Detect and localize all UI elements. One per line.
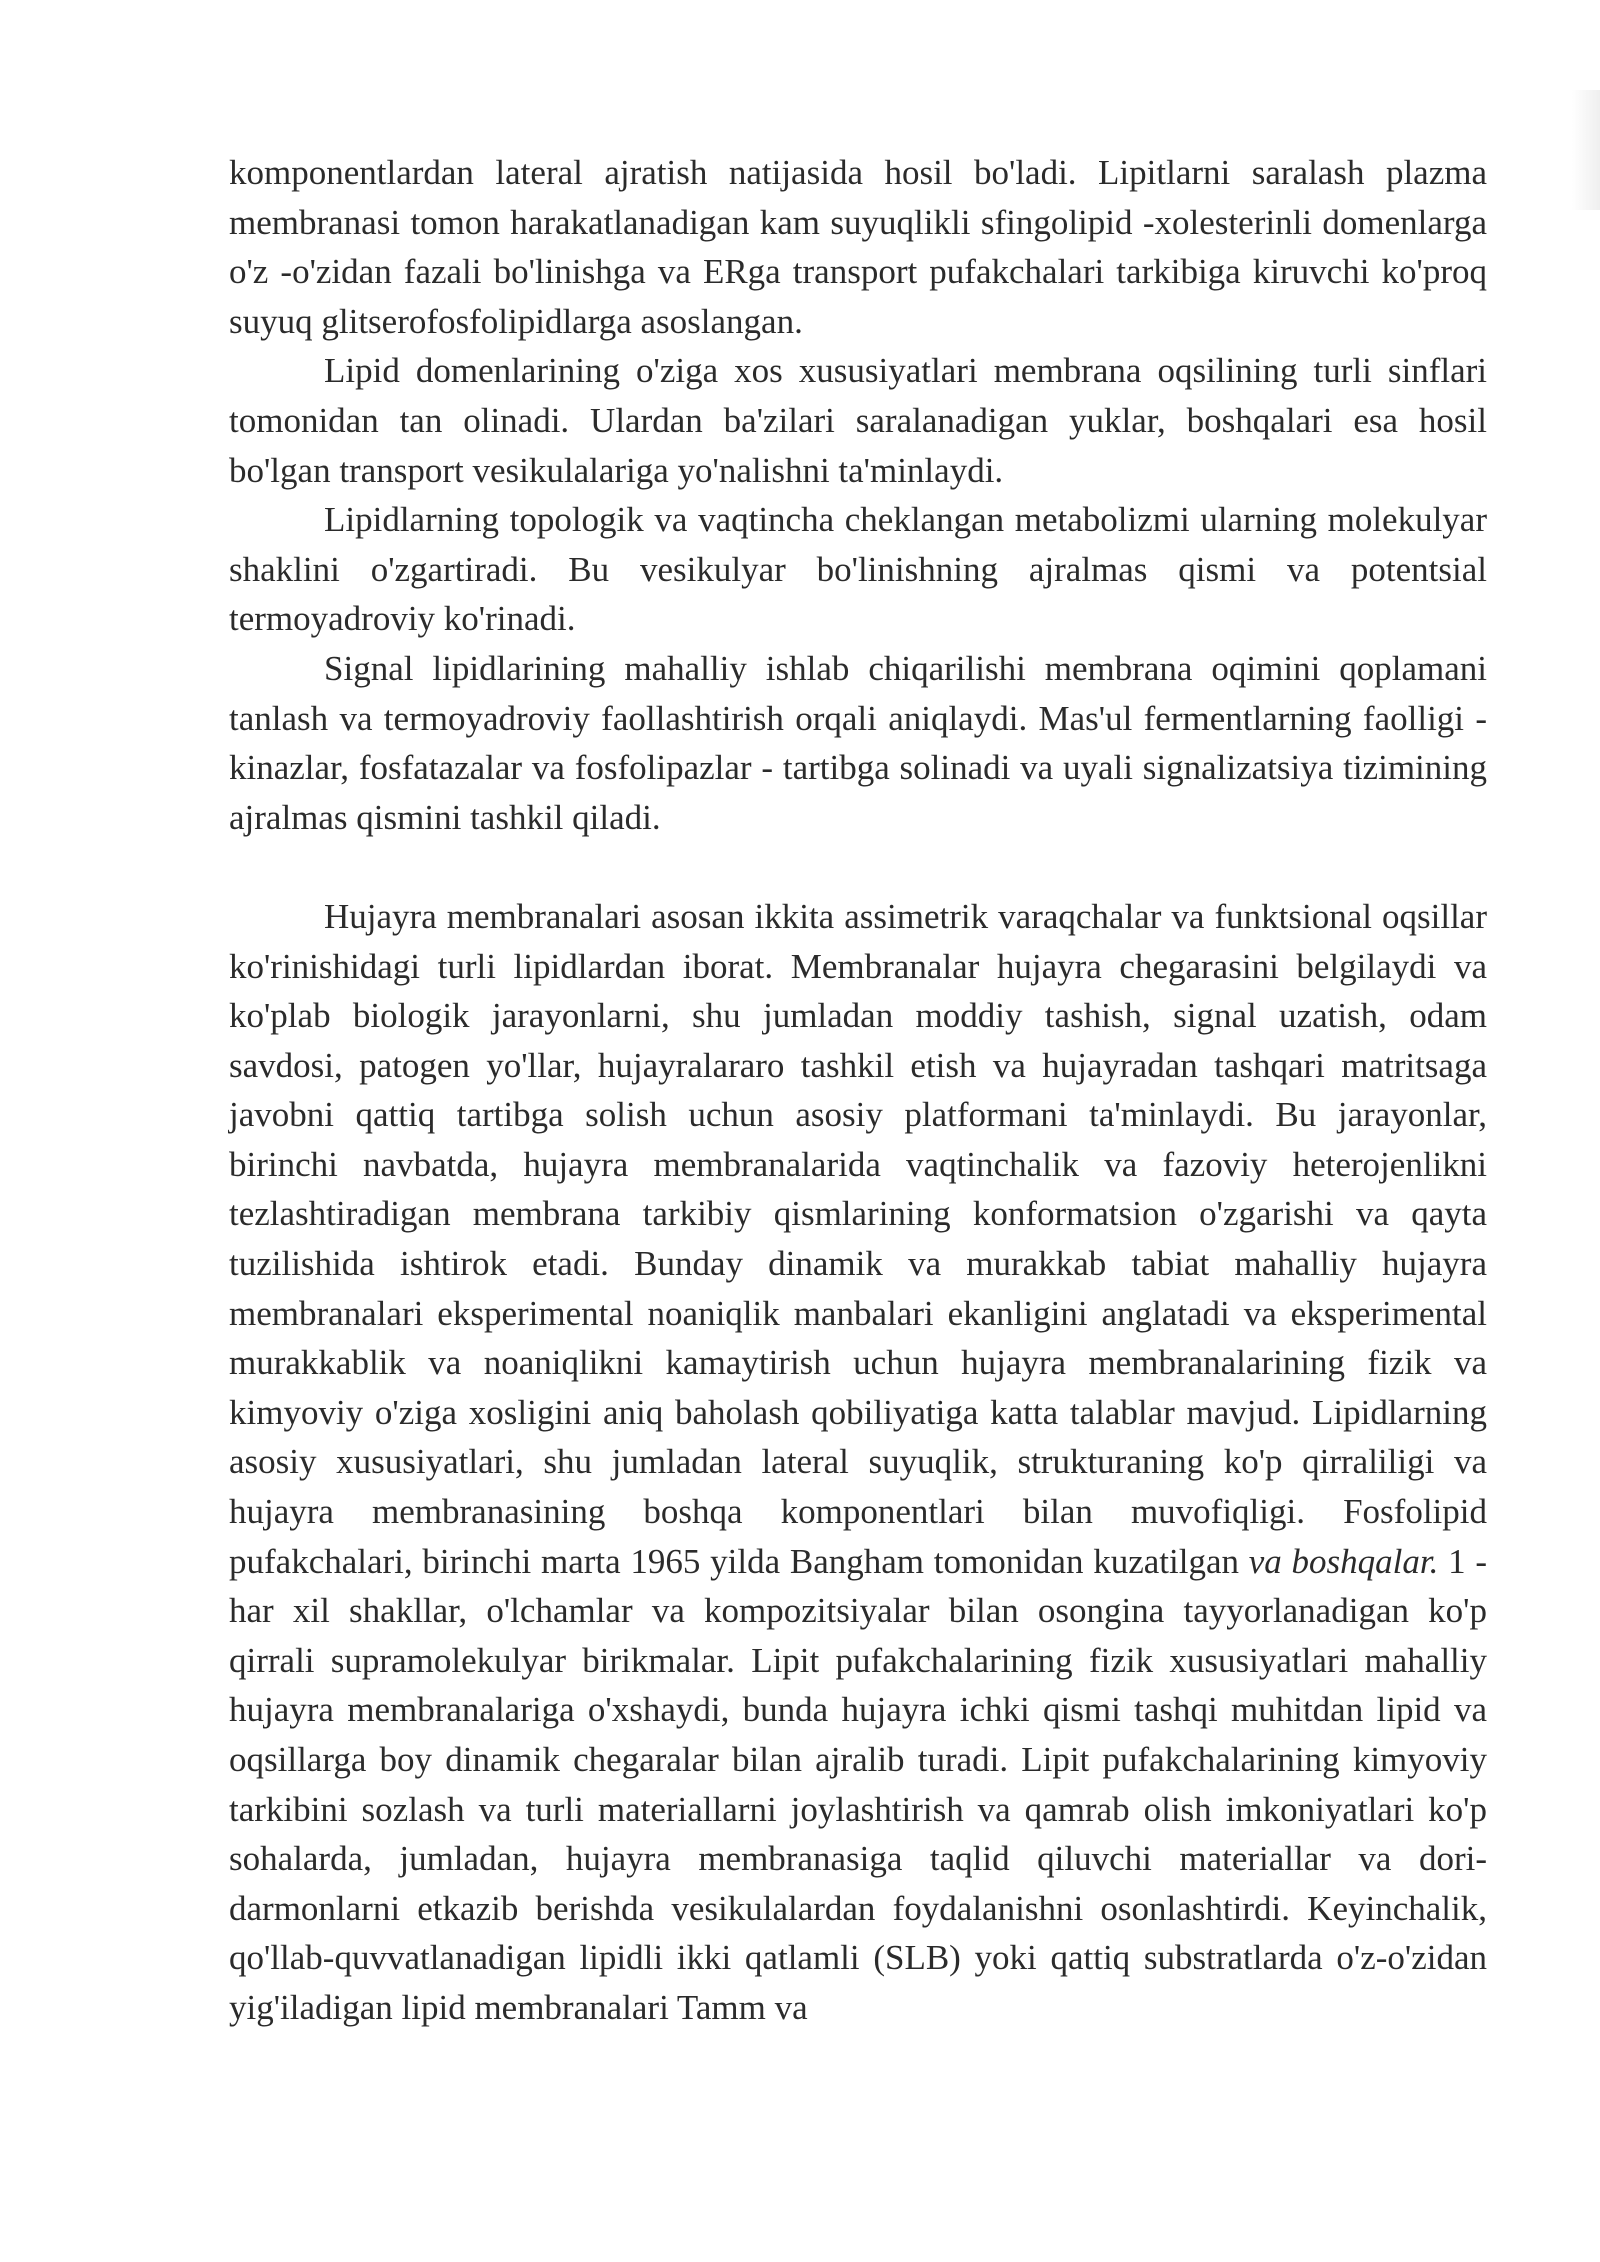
paragraph-5-text-end: 1 - har xil shakllar, o'lchamlar va kompozitsiyalar bilan osongina tayyorlanadigan ko'p qirrali supramolekulyar birikmalar. Lipit pufakchalarining fizik xususiyatlari mahalliy hujayra membranalariga o'xshaydi, bunda hujayra ichki qismi tashqi muhitdan lipid va oqsillarga boy dinamik chegaralar bilan ajralib turadi. Lipit pufakchalarining kimyoviy tarkibini sozlash va turli materiallarni joylashtirish va qamrab olish imkoniyatlari ko'p sohalarda, jumladan, hujayra membranasiga taqlid qiluvchi materiallar va dori-darmonlarni etkazib berishda vesikulalardan foydalanishni osonlashtirdi. Keyinchalik, qo'llab-quvvatlanadigan lipidli ikki qatlamli (SLB) yoki qattiq substratlarda o'z-o'zidan yig'iladigan lipid membranalari Tamm va <box>229 1541 1488 2027</box>
document-body <box>229 148 1487 2033</box>
page-edge-shadow <box>1572 90 1600 210</box>
paragraph-2: Lipid domenlarining o'ziga xos xususiyatlari membrana oqsilining turli sinflari tomonidan tan olinadi. Ulardan ba'zilari saralanadigan yuklar, boshqalari esa hosil bo'lgan transport vesikulalariga yo'nalishni ta'minlaydi. <box>229 351 1487 490</box>
paragraph-5-italic-citation: va boshqalar. <box>1248 1541 1439 1581</box>
paragraph-4: Signal lipidlarining mahalliy ishlab chiqarilishi membrana oqimini qoplamani tanlash va termoyadroviy faollashtirish orqali aniqlaydi. Mas'ul fermentlarning faolligi - kinazlar, fosfatazalar va fosfolipazlar - tartibga solinadi va uyali signalizatsiya tizimining ajralmas qismini tashkil qiladi. <box>229 648 1487 837</box>
paragraph-3: Lipidlarning topologik va vaqtincha cheklangan metabolizmi ularning molekulyar shaklini o'zgartiradi. Bu vesikulyar bo'linishning ajralmas qismi va potentsial termoyadroviy ko'rinadi. <box>229 500 1487 639</box>
paragraph-5 <box>229 892 1487 2033</box>
paragraph-spacer <box>229 842 1487 892</box>
paragraph-1: komponentlardan lateral ajratish natijasida hosil bo'ladi. Lipitlarni saralash plazma membranasi tomon harakatlanadigan kam suyuqlikli sfingolipid -xolesterinli domenlarga o'z -o'zidan fazali bo'linishga va ERga transport pufakchalari tarkibiga kiruvchi ko'proq suyuq glitserofosfolipidlarga asoslangan. <box>229 153 1487 341</box>
paragraph-5-text-start: Hujayra membranalari asosan ikkita assimetrik varaqchalar va funktsional oqsillar ko'rinishidagi turli lipidlardan iborat. Membranalar hujayra chegarasini belgilaydi va ko'plab biologik jarayonlarni, shu jumladan moddiy tashish, signal uzatish, odam savdosi, patogen yo'llar, hujayralararo tashkil etish va hujayradan tashqari matritsaga javobni qattiq tartibga solish uchun asosiy platformani ta'minlaydi. Bu jarayonlar, birinchi navbatda, hujayra membranalarida vaqtinchalik va fazoviy heterojenlikni tezlashtiradigan membrana tarkibiy qismlarining konformatsion o'zgarishi va qayta tuzilishida ishtirok etadi. Bunday dinamik va murakkab tabiat mahalliy hujayra membranalari eksperimental noaniqlik manbalari ekanligini anglatadi va eksperimental murakkablik va noaniqlikni kamaytirish uchun hujayra membranalarining fizik va kimyoviy o'ziga xosligini aniq baholash qobiliyatiga katta talablar mavjud. Lipidlarning asosiy xususiyatlari, shu jumladan lateral suyuqlik, strukturaning ko'p qirraliligi va hujayra membranasining boshqa komponentlari bilan muvofiqligi. Fosfolipid pufakchalari, birinchi marta 1965 yilda Bangham tomonidan kuzatilgan <box>229 896 1487 1581</box>
